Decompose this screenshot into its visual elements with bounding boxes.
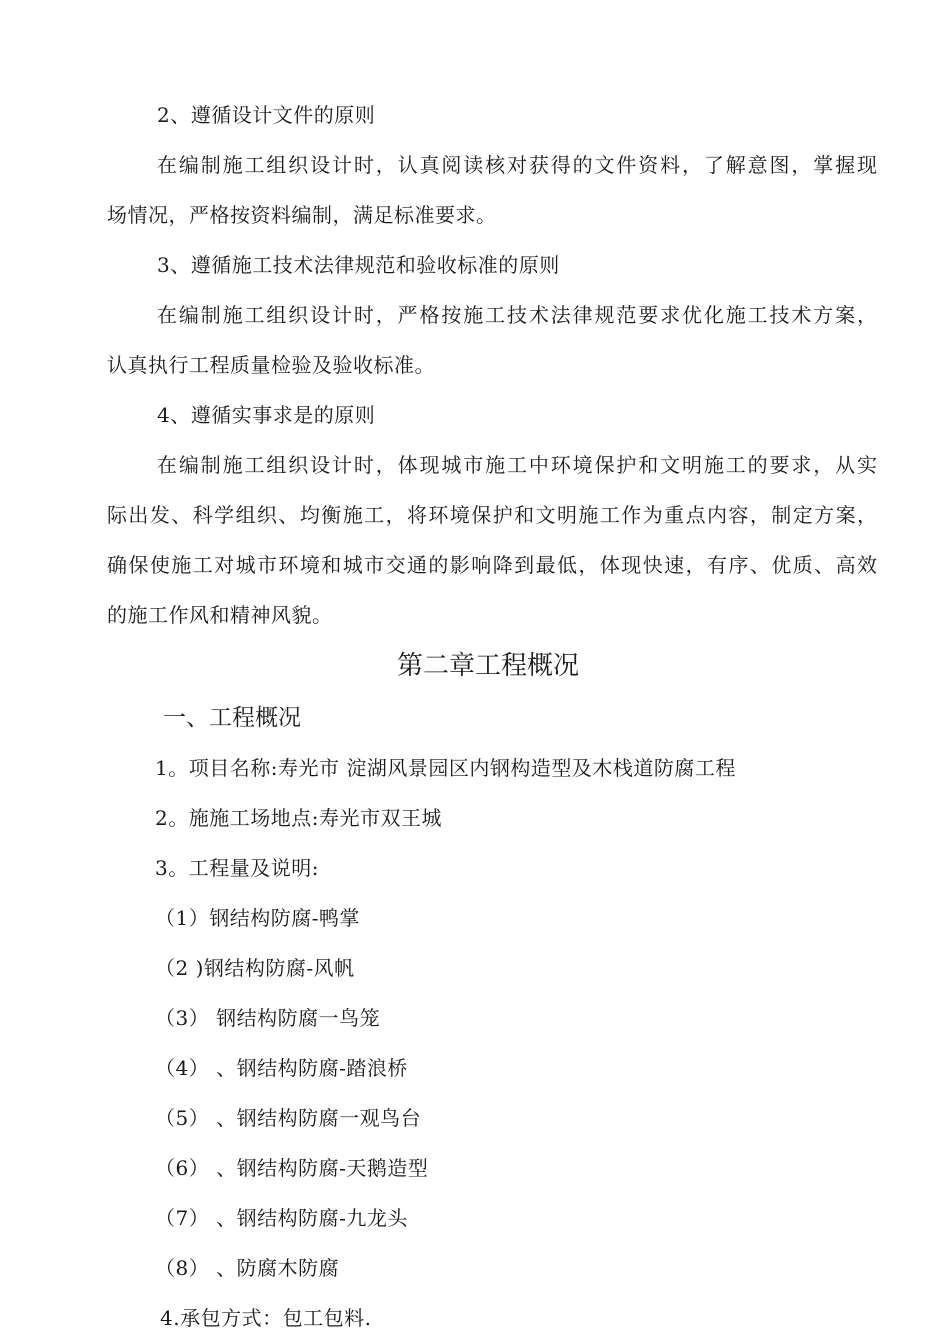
list-item: （1）钢结构防腐-鸭掌 — [155, 906, 360, 930]
item4-heading: 4、遵循实事求是的原则 — [157, 403, 376, 427]
list-item: （7） 、钢结构防腐-九龙头 — [155, 1206, 408, 1230]
item2-heading: 2、遵循设计文件的原则 — [157, 103, 376, 127]
list-item: （3） 钢结构防腐一鸟笼 — [155, 1006, 381, 1030]
item4-paragraph-line1: 在编制施工组织设计时，体现城市施工中环境保护和文明施工的要求，从实 — [157, 453, 877, 477]
quantity-heading: 3。工程量及说明: — [155, 856, 319, 880]
item3-paragraph-line1: 在编制施工组织设计时，严格按施工技术法律规范要求优化施工技术方案， — [157, 303, 877, 327]
list-item: （8） 、防腐木防腐 — [155, 1256, 340, 1280]
item2-paragraph-line1: 在编制施工组织设计时，认真阅读核对获得的文件资料，了解意图，掌握现 — [157, 153, 877, 177]
list-item: （4） 、钢结构防腐-踏浪桥 — [155, 1056, 408, 1080]
section-title: 一、工程概况 — [163, 705, 301, 731]
project-site: 2。施施工场地点:寿光市双王城 — [155, 806, 442, 830]
item2-paragraph-line2: 场情况，严格按资料编制，满足标准要求。 — [107, 203, 497, 227]
list-item: （6） 、钢结构防腐-天鹅造型 — [155, 1156, 429, 1180]
list-item: （2 )钢结构防腐-风帆 — [155, 956, 355, 980]
item4-paragraph-line2: 际出发、科学组织、均衡施工，将环境保护和文明施工作为重点内容，制定方案， — [107, 503, 877, 527]
item4-paragraph-line3: 确保使施工对城市环境和城市交通的影响降到最低，体现快速，有序、优质、高效 — [107, 553, 877, 577]
contract-mode: 4.承包方式：包工包料. — [160, 1306, 372, 1330]
item3-paragraph-line2: 认真执行工程质量检验及验收标准。 — [107, 353, 435, 377]
project-name: 1。项目名称:寿光市 淀湖风景园区内钢构造型及木栈道防腐工程 — [155, 756, 736, 780]
item4-paragraph-line4: 的施工作风和精神风貌。 — [107, 603, 333, 627]
list-item: （5） 、钢结构防腐一观鸟台 — [155, 1106, 422, 1130]
item3-heading: 3、遵循施工技术法律规范和验收标准的原则 — [157, 253, 560, 277]
chapter-title: 第二章工程概况 — [397, 651, 580, 681]
